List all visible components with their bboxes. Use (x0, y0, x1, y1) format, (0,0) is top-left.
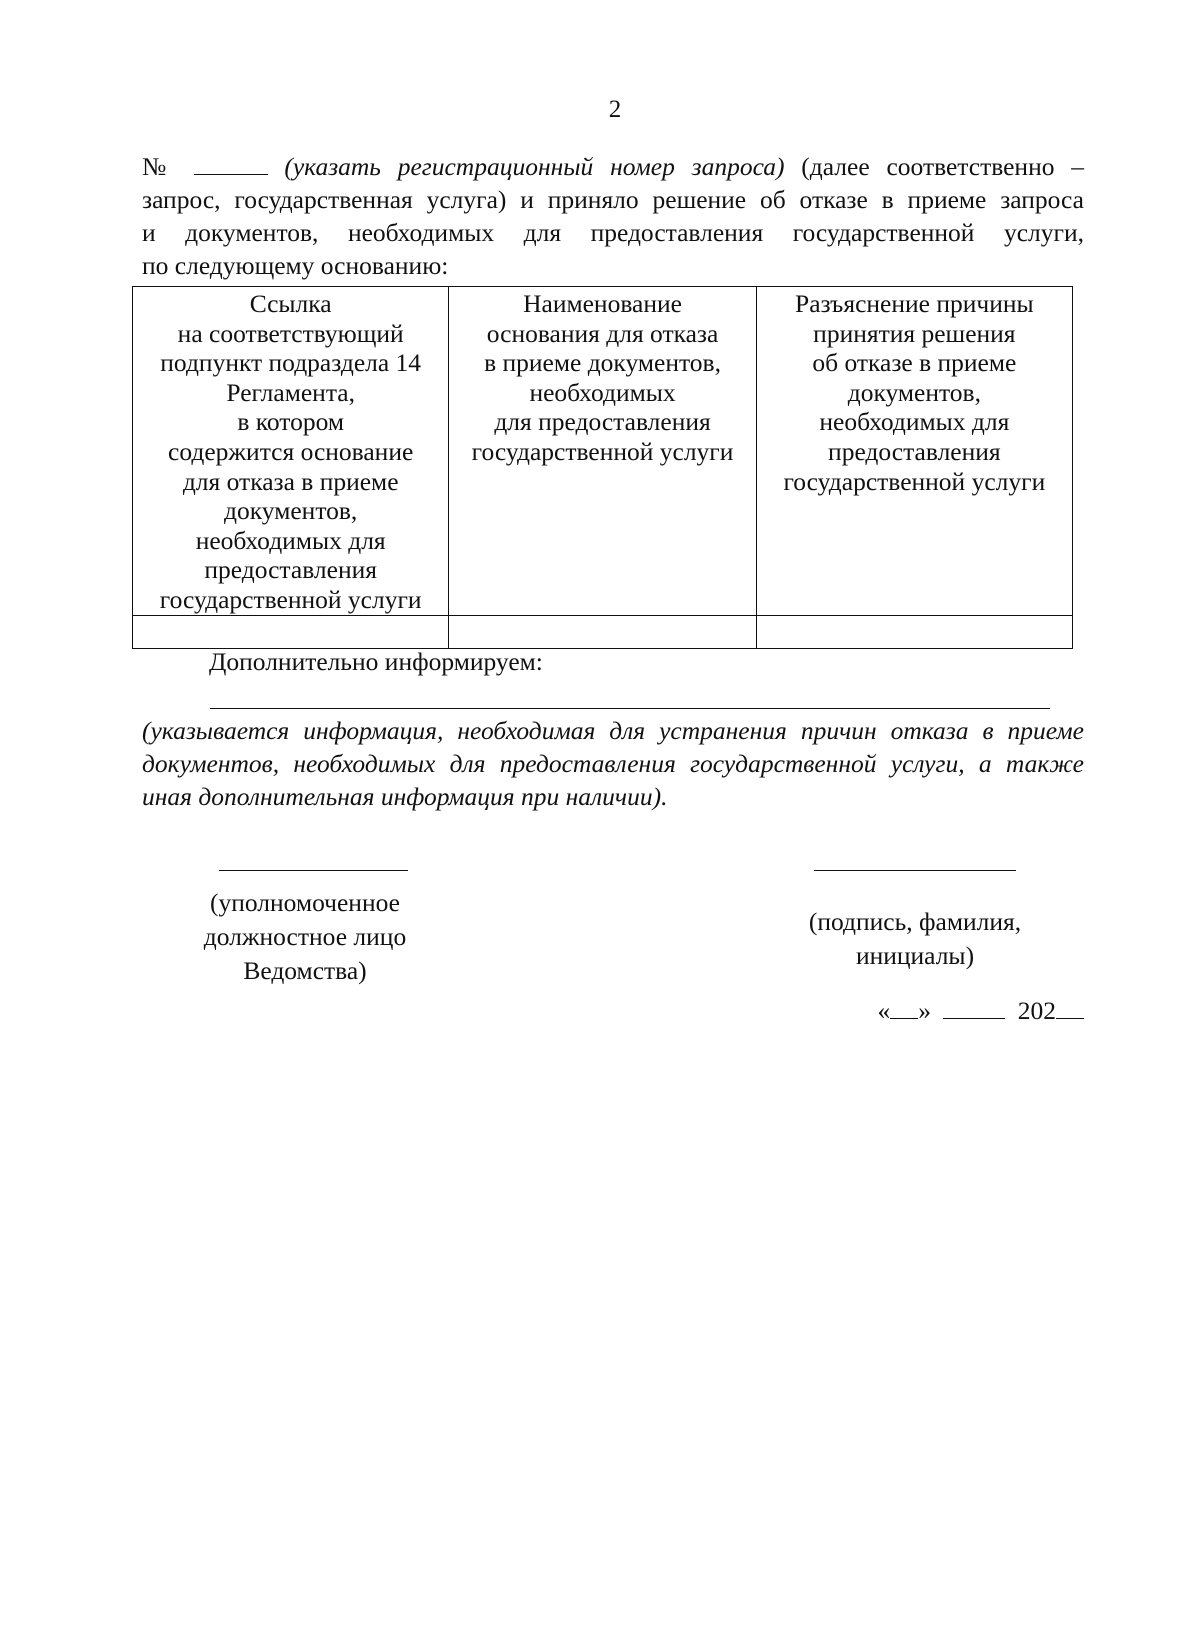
request-number-blank (194, 154, 268, 175)
intro-line-4: по следующему основанию: (142, 251, 449, 280)
additional-info-note (142, 714, 1084, 813)
page-number: 2 (608, 96, 622, 123)
header-line: Регламента, (226, 377, 355, 407)
header-regulation-reference (133, 287, 449, 616)
additional-info-label: Дополнительно информируем: (209, 647, 543, 676)
refusal-reasons-table (132, 286, 1073, 649)
header-line: необходимых для (195, 525, 386, 555)
header-line: государственной услуги (471, 436, 734, 466)
header-line: об отказе в приеме (812, 348, 1017, 378)
header-line: принятия решения (813, 318, 1016, 348)
signature-caption (770, 905, 1060, 973)
header-line: Разъяснение причины (795, 289, 1034, 318)
request-number-instruction: (указать регистрационный номер запроса) (284, 152, 785, 181)
signature-name-line (814, 870, 1016, 871)
caption-line: Ведомства) (243, 956, 367, 985)
header-line: в приеме документов, (484, 348, 721, 378)
header-line: необходимых (529, 377, 676, 407)
month-blank (943, 998, 1005, 1019)
intro-line-3: и документов, необходимых для предоставления государственной услуги, (142, 218, 1084, 247)
header-line: на соответствующий (177, 318, 404, 348)
header-line: подпункт подраздела 14 (160, 348, 422, 378)
header-line: основания для отказа (486, 318, 719, 348)
day-blank (890, 998, 918, 1019)
note-line: документов, необходимых для предоставления государственной услуги, а также (142, 749, 1084, 778)
header-line: в котором (237, 407, 344, 437)
header-refusal-ground-name (449, 287, 756, 616)
number-sign: № (142, 152, 177, 181)
date-close-quote: » (918, 996, 931, 1025)
year-blank (1056, 998, 1084, 1019)
header-line: содержится основание (168, 436, 414, 466)
header-line: необходимых для (819, 407, 1010, 437)
official-caption (160, 886, 450, 988)
intro-line-1-rest: (далее соответственно – (801, 152, 1085, 181)
header-line: предоставления (204, 555, 377, 585)
header-line: Наименование (523, 289, 682, 318)
year-prefix: 202 (1017, 996, 1056, 1025)
table-cell (133, 615, 449, 648)
intro-line-2: запрос, государственная услуга) и приняло решение об отказе в приеме запроса (142, 185, 1084, 214)
header-line: для отказа в приеме (182, 466, 399, 496)
header-refusal-explanation (756, 287, 1072, 616)
date-field (878, 996, 1085, 1026)
header-line: Ссылка (249, 289, 332, 318)
caption-line: должностное лицо (203, 922, 407, 951)
table-header-row (133, 287, 1073, 616)
note-line: иная дополнительная информация при наличии). (142, 782, 668, 811)
caption-line: (уполномоченное (210, 888, 400, 917)
header-line: для предоставления (494, 407, 711, 437)
header-line: предоставления (828, 436, 1001, 466)
official-signature-line (219, 870, 408, 871)
caption-line: инициалы) (855, 941, 975, 970)
header-line: государственной услуги (783, 466, 1046, 496)
intro-paragraph (142, 150, 1084, 282)
note-line: (указывается информация, необходимая для устранения причин отказа в приеме (142, 716, 1084, 745)
header-line: государственной услуги (159, 584, 422, 614)
table-cell (449, 615, 756, 648)
caption-line: (подпись, фамилия, (808, 907, 1022, 936)
table-row (133, 615, 1073, 648)
header-line: документов, (224, 496, 358, 526)
intro-line-1 (142, 150, 1084, 183)
date-open-quote: « (877, 996, 891, 1025)
additional-info-blank-line (210, 708, 1050, 709)
table-cell (756, 615, 1072, 648)
header-line: документов, (847, 377, 981, 407)
